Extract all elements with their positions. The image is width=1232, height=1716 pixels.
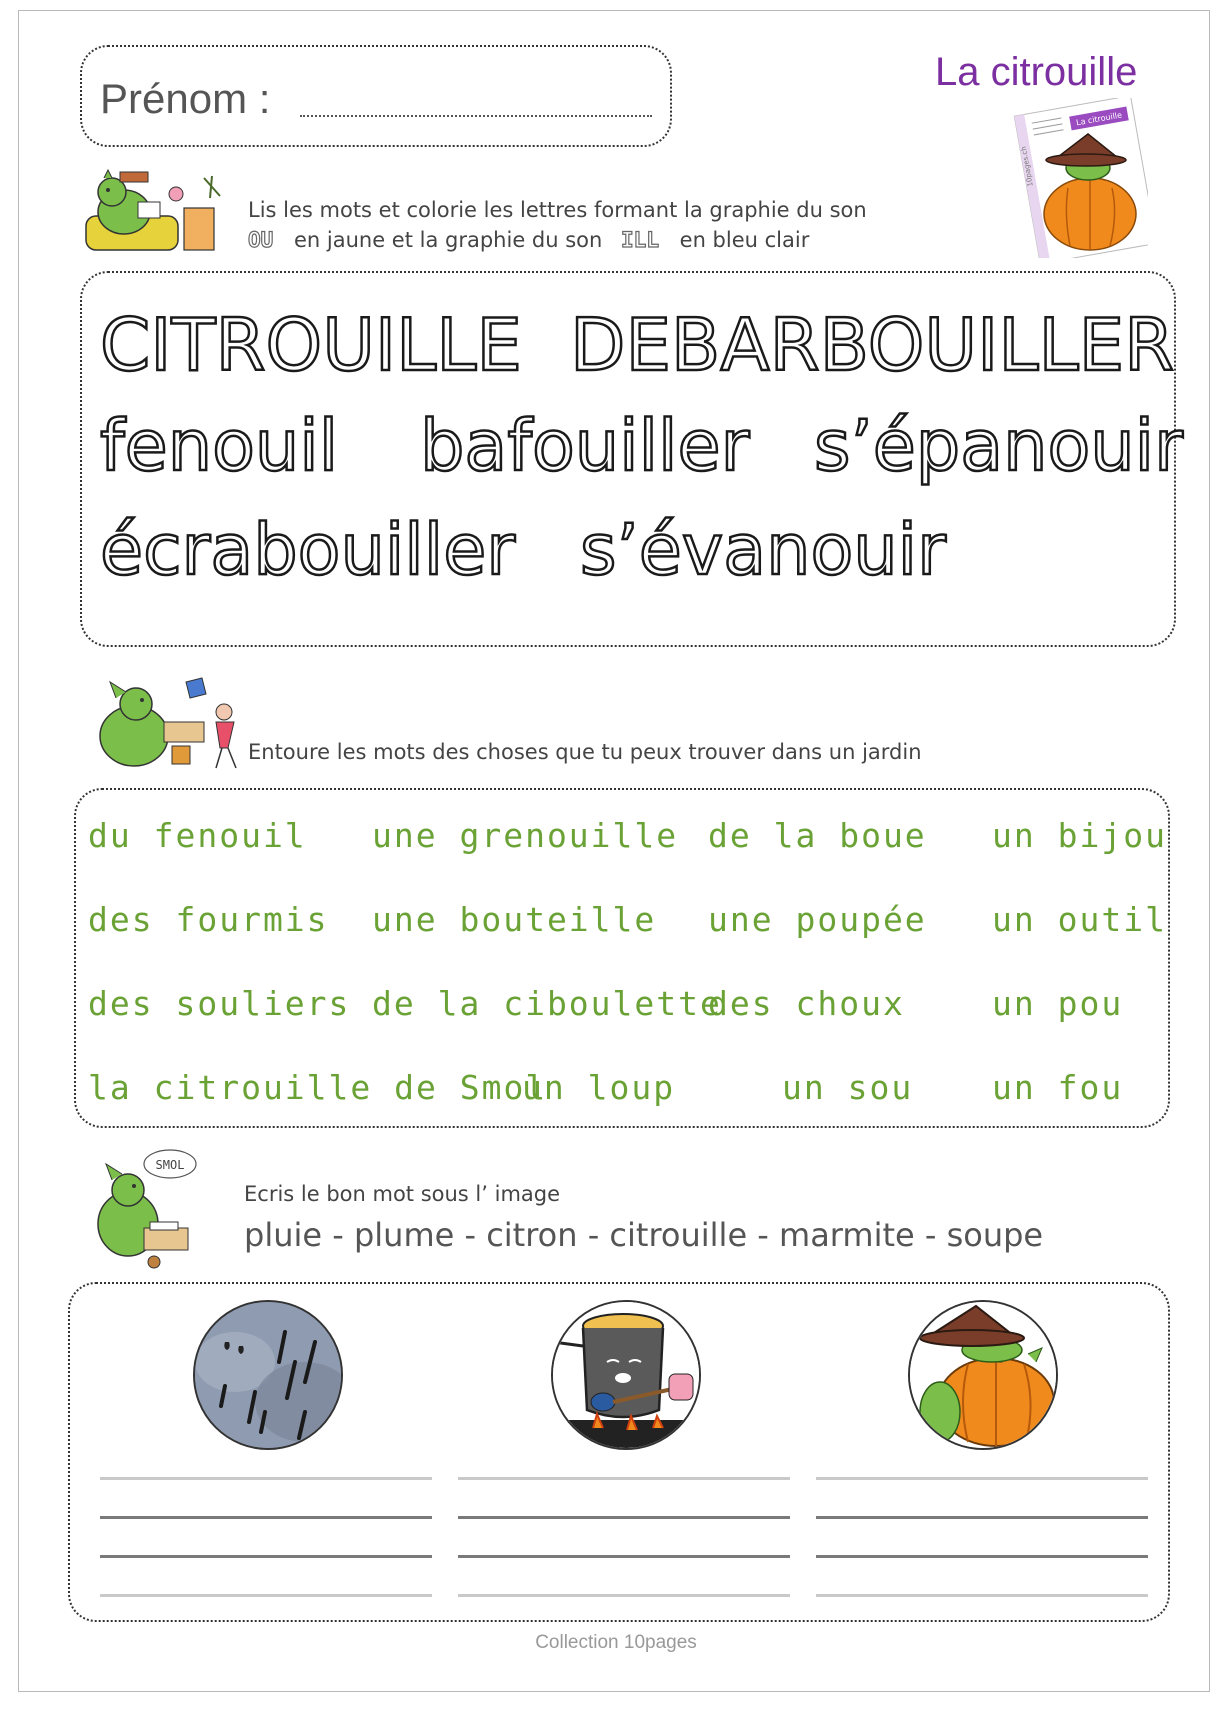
writing-line-light[interactable]: [816, 1594, 1148, 1597]
book-cover-thumbnail: [1008, 98, 1148, 258]
word-fenouil[interactable]: fenouil: [100, 405, 339, 487]
dragon-reading-illustration: [84, 168, 234, 258]
garden-words-box: [74, 788, 1170, 1128]
page-title: La citrouille: [935, 50, 1138, 94]
word-bafouiller[interactable]: bafouiller: [420, 405, 750, 487]
instruction-mid2: en bleu clair: [679, 228, 810, 252]
word-sepanouir[interactable]: s’épanouir: [814, 405, 1183, 487]
dragon-fairy-illustration: [76, 676, 246, 780]
name-write-line[interactable]: [300, 115, 652, 117]
garden-word[interactable]: des fourmis: [88, 900, 329, 939]
exercise1-instruction-line2: [248, 228, 809, 252]
word-sevanouir[interactable]: s’évanouir: [580, 509, 946, 591]
garden-word[interactable]: la citrouille de Smol: [88, 1068, 548, 1107]
name-label: Prénom :: [100, 75, 271, 122]
garden-word[interactable]: des souliers: [88, 984, 351, 1023]
exercise3-instruction: Ecris le bon mot sous l’ image: [244, 1182, 561, 1206]
footer-text: Collection 10pages: [535, 1632, 697, 1653]
garden-word[interactable]: un loup: [522, 1068, 676, 1107]
writing-line-light[interactable]: [816, 1477, 1148, 1480]
garden-word[interactable]: une grenouille: [372, 816, 679, 855]
word-ecrabouiller[interactable]: écrabouiller: [100, 509, 516, 591]
color-words-box: [80, 271, 1183, 647]
word-debarbouiller[interactable]: DEBARBOUILLER: [570, 303, 1175, 387]
exercise1-instruction-line1: Lis les mots et colorie les lettres formant la graphie du son: [248, 198, 867, 222]
writing-line-light[interactable]: [100, 1594, 432, 1597]
writing-line-base[interactable]: [458, 1516, 790, 1519]
name-box: [80, 45, 672, 147]
writing-line-base[interactable]: [816, 1516, 1148, 1519]
pot-picture: [551, 1300, 701, 1450]
dragon-writing-illustration: [84, 1144, 204, 1272]
garden-word[interactable]: du fenouil: [88, 816, 307, 855]
writing-line-light[interactable]: [458, 1594, 790, 1597]
garden-word[interactable]: une bouteille: [372, 900, 657, 939]
garden-word[interactable]: de la boue: [708, 816, 927, 855]
smol-bubble-text: SMOL: [155, 1158, 185, 1172]
garden-word[interactable]: un sou: [782, 1068, 914, 1107]
writing-line-light[interactable]: [100, 1477, 432, 1480]
sound-ill-label: ILL: [621, 228, 659, 252]
exercise2-instruction: Entoure les mots des choses que tu peux trouver dans un jardin: [248, 740, 922, 764]
garden-word[interactable]: de la ciboulette: [372, 984, 722, 1023]
garden-word[interactable]: des choux: [708, 984, 905, 1023]
sound-ou-label: OU: [248, 228, 274, 252]
pumpkin-picture: [908, 1300, 1058, 1450]
garden-word[interactable]: un outil: [992, 900, 1167, 939]
rain-picture: [193, 1300, 343, 1450]
word-citrouille[interactable]: CITROUILLE: [100, 303, 522, 387]
cover-side-text: 10pages.ch: [1019, 145, 1035, 188]
instruction-mid1: en jaune et la graphie du son: [293, 228, 603, 252]
garden-word[interactable]: une poupée: [708, 900, 927, 939]
garden-word[interactable]: un bijou: [992, 816, 1167, 855]
garden-word[interactable]: un pou: [992, 984, 1124, 1023]
writing-line-base[interactable]: [458, 1555, 790, 1558]
writing-line-light[interactable]: [458, 1477, 790, 1480]
writing-line-base[interactable]: [816, 1555, 1148, 1558]
writing-line-base[interactable]: [100, 1516, 432, 1519]
garden-word[interactable]: un fou: [992, 1068, 1124, 1107]
word-choice-list: pluie - plume - citron - citrouille - marmite - soupe: [244, 1216, 1044, 1254]
writing-line-base[interactable]: [100, 1555, 432, 1558]
cover-title: La citrouille: [1075, 110, 1123, 128]
